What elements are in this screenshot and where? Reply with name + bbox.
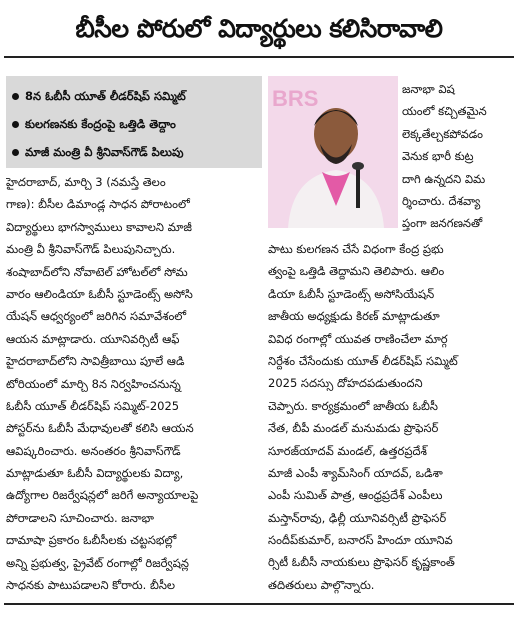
article-line: మస్తాన్‌రావు, ఢిల్లీ యూనివర్సిటీ ప్రొఫెసర్: [268, 510, 447, 525]
bullet-icon: [12, 149, 19, 156]
article-line: 2025 సదస్సు దోహదపడుతుందని: [268, 376, 423, 391]
article-line: వివిధ రంగాల్లో యువత రాణించేలా మార్గ: [268, 331, 448, 346]
article-line: ర్సిటీ ఓబీసీ నాయకులు ప్రొఫెసర్ కృష్ణకాంత్: [268, 555, 455, 570]
article-line: ఆయన మాట్లాడారు. యూనివర్సిటీ ఆఫ్: [6, 331, 180, 346]
article-line: యేషన్ ఆధ్వర్యంలో జరిగిన సమావేశంలో: [6, 309, 187, 324]
article-line: దాగి ఉన్నదని విమ: [402, 171, 486, 186]
article-line: జాతీయ అధ్యక్షుడు కిరణ్ మాట్లాడుతూ: [268, 309, 440, 324]
article-line: అన్ని ప్రభుత్వ, ప్రైవేట్ రంగాల్లో రిజర్వేషన్ల: [6, 555, 189, 570]
subhead-item: కులగణనకు కేంద్రంపై ఒత్తిడి తెద్దాం: [12, 110, 256, 138]
article-line: త్వంపై ఒత్తిడి తెద్దామని తెలిపారు. ఆలిం: [268, 264, 445, 279]
article-line: ర్శించారు. దేశవ్యా: [402, 193, 481, 208]
article-line: నేత, బీపీ మండల్ మనుమడు ప్రొఫెసర్: [268, 421, 439, 436]
speaker-photo: [268, 76, 398, 228]
article-line: పోస్టర్‌ను ఓబీసీ మేధావులతో కలిసి ఆయన: [6, 421, 194, 436]
article-column-left: [6, 171, 262, 596]
article-line: హైదరాబాద్‌లోని సావిత్రీబాయి పూలే ఆడి: [6, 354, 185, 369]
article-line: శంషాబాద్‌లోని నోవాటెల్ హోటల్‌లో సోమ: [6, 264, 188, 279]
article-line: హైదరాబాద్, మార్చి 3 (నమస్తే తెలం: [6, 175, 166, 189]
article-column-right: [268, 238, 512, 596]
headline-rule: [4, 56, 514, 58]
article-line: లెక్కతేల్చకపోవడం: [402, 126, 483, 141]
article-line: మాజీ ఎంపీ శ్యామ్‌సింగ్ యాదవ్, ఒడిశా: [268, 465, 443, 480]
article-line: ఆవిష్కరించారు. అనంతరం శ్రీనివాస్‌గౌడ్: [6, 443, 181, 458]
article-line: ఎంపీ సుమిత్ పాత్ర, ఆంధ్రప్రదేశ్ ఎంపీలు: [268, 488, 443, 503]
bullet-icon: [12, 121, 19, 128]
article-line: మంత్రి వీ శ్రీనివాస్‌గౌడ్ పిలుపునిచ్చారు.: [6, 242, 176, 257]
subhead-item: మాజీ మంత్రి వీ శ్రీనివాస్‌గౌడ్ పిలుపు: [12, 138, 256, 166]
article-line: దామాషా ప్రకారం ఓబీసీలకు చట్టసభల్లో: [6, 533, 177, 548]
article-line: టోరియంలో మార్చి 8న నిర్వహించనున్న: [6, 376, 181, 391]
article-line: పోరాడాలని సూచించారు. జనాభా: [6, 510, 154, 525]
article-line: వెనుక భారీ కుట్ర: [402, 149, 474, 164]
article-line: సాధనకు పాటుపడాలని కోరారు. బీసీల: [6, 578, 176, 593]
speaker-portrait-image: [268, 76, 398, 228]
article-line: తదితరులు పాల్గొన్నారు.: [268, 577, 375, 592]
article-line: సందీప్‌కుమార్, బనారస్ హిందూ యూనివ: [268, 533, 453, 548]
article-line: డియా ఓబీసీ స్టూడెంట్స్ అసోసియేషన్: [268, 286, 435, 301]
subhead-item: 8న ఓబీసీ యూత్ లీడర్‌షిప్ సమ్మిట్: [12, 82, 256, 110]
article-line: గాణ): బీసీల డిమాండ్ల సాధన పోరాటంలో: [6, 197, 190, 212]
headline: బీసీల పోరులో విద్యార్థులు కలిసిరావాలి: [75, 14, 443, 43]
article-line: సూరజ్‌యాదవ్ మండల్, ఉత్తరప్రదేశ్: [268, 443, 427, 458]
article-line: ఓబీసీ యూత్ లీడర్‌షిప్ సమ్మిట్-2025: [6, 398, 180, 413]
article-line: విద్యార్థులు భాగస్వాములు కావాలని మాజీ: [6, 219, 192, 234]
article-line: పాటు కులగణన చేసే విధంగా కేంద్ర ప్రభు: [268, 242, 444, 256]
article-line: చెప్పారు. కార్యక్రమంలో జాతీయ ఓబీసీ: [268, 398, 438, 413]
subheads-box: [6, 76, 262, 168]
backdrop-logo-text: BRS: [272, 86, 319, 111]
article-line: జనాభా విష: [402, 82, 455, 96]
article-column-right-top: [402, 78, 512, 235]
article-line: నిర్దేశం చేసేందుకు యూత్ లీడర్‌షిప్ సమ్మిట్: [268, 353, 458, 368]
article-line: ఉద్యోగాల రిజర్వేషన్లలో జరిగే అన్యాయాలపై: [6, 488, 199, 503]
bullet-icon: [12, 93, 19, 100]
article-line: ప్తంగా జనగణనతో: [402, 216, 483, 231]
article-line: మాట్లాడుతూ ఓబీసీ విద్యార్థులకు విద్యా,: [6, 466, 184, 481]
footer-rule: [4, 603, 514, 605]
article-line: వారం ఆలిండియా ఓబీసీ స్టూడెంట్స్ అసోసి: [6, 286, 193, 301]
article-line: యంలో కచ్చితమైన: [402, 104, 487, 119]
